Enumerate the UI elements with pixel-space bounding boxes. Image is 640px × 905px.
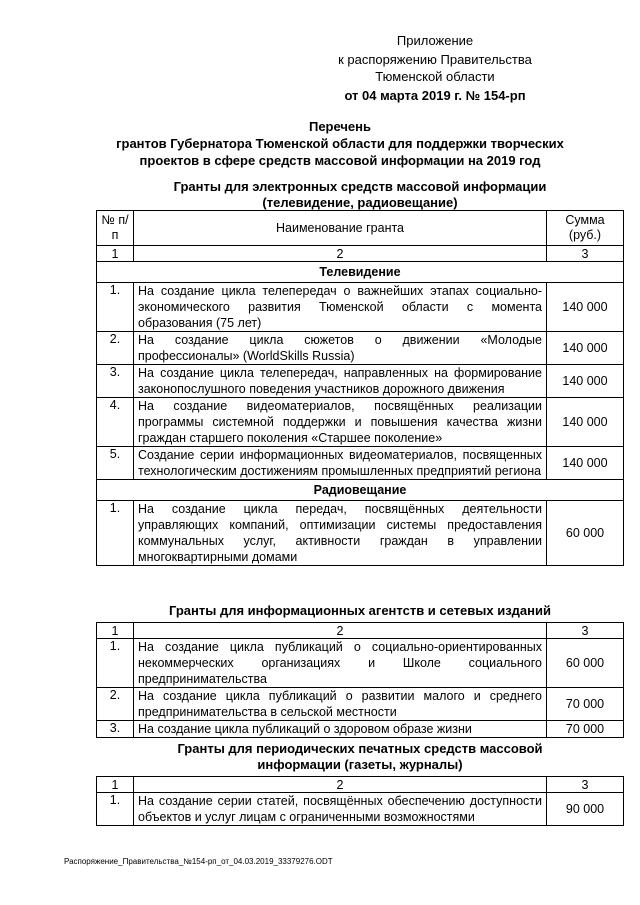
table-row xyxy=(97,283,624,332)
column-number: 1 xyxy=(97,623,134,639)
grant-name: На создание цикла сюжетов о движении «Молодые профессионалы» (WorldSkills Russia) xyxy=(134,332,547,365)
row-number: 3. xyxy=(97,721,134,738)
header-line: Приложение xyxy=(396,33,474,48)
row-number: 1. xyxy=(97,793,134,826)
title-line: Перечень xyxy=(308,119,372,134)
section-title-line: Гранты для электронных средств массовой информации xyxy=(173,179,547,194)
document-title xyxy=(60,118,620,169)
section-title xyxy=(95,179,625,211)
section-title-line: Гранты для информационных агентств и сетевых изданий xyxy=(168,603,551,618)
electronic-media-table xyxy=(96,210,624,566)
header-line: Тюменской области xyxy=(375,69,495,84)
grant-amount: 140 000 xyxy=(547,283,624,332)
grant-name: На создание цикла телепередач, направленных на формирование законопослушного поведения участников дорожного движения xyxy=(134,365,547,398)
title-line: грантов Губернатора Тюменской области для поддержки творческих xyxy=(116,136,564,151)
grant-name: Создание серии информационных видеоматериалов, посвященных технологическим достижениям промышленных предприятий региона xyxy=(134,447,547,480)
table-row xyxy=(97,398,624,447)
grant-amount: 70 000 xyxy=(547,688,624,721)
section-title xyxy=(95,603,625,619)
row-number: 1. xyxy=(97,639,134,688)
column-header: Наименование гранта xyxy=(134,211,547,246)
print-media-table xyxy=(96,776,624,826)
section-title-line: (телевидение, радиовещание) xyxy=(262,195,458,210)
column-number: 3 xyxy=(547,623,624,639)
table-row xyxy=(97,721,624,738)
table-header-row xyxy=(97,211,624,246)
row-number: 1. xyxy=(97,501,134,566)
grant-name: На создание цикла телепередач о важнейших этапах социально-экономического развития Тюменской области с момента образования (75 лет) xyxy=(134,283,547,332)
row-number: 2. xyxy=(97,688,134,721)
category-row xyxy=(97,480,624,501)
news-agencies-table xyxy=(96,622,624,738)
grant-amount: 70 000 xyxy=(547,721,624,738)
row-number: 2. xyxy=(97,332,134,365)
column-number-row xyxy=(97,777,624,793)
grant-amount: 140 000 xyxy=(547,447,624,480)
row-number: 3. xyxy=(97,365,134,398)
table-row xyxy=(97,793,624,826)
table-row xyxy=(97,688,624,721)
column-number-row xyxy=(97,246,624,262)
category-label: Телевидение xyxy=(97,262,624,283)
table-row xyxy=(97,639,624,688)
grant-name: На создание цикла передач, посвящённых деятельности управляющих компаний, оптимизации системы предоставления коммунальных услуг, активности граждан в управлении многоквартирными домами xyxy=(134,501,547,566)
category-row xyxy=(97,262,624,283)
table-row xyxy=(97,501,624,566)
grant-name: На создание цикла публикаций о здоровом образе жизни xyxy=(134,721,547,738)
row-number: 1. xyxy=(97,283,134,332)
column-number: 2 xyxy=(134,777,547,793)
title-line: проектов в сфере средств массовой информации на 2019 год xyxy=(139,153,541,168)
grant-name: На создание серии статей, посвящённых обеспечению доступности объектов и услуг лицам с ограниченными возможностями xyxy=(134,793,547,826)
table-row xyxy=(97,365,624,398)
column-number-row xyxy=(97,623,624,639)
column-number: 2 xyxy=(134,623,547,639)
grant-amount: 90 000 xyxy=(547,793,624,826)
row-number: 4. xyxy=(97,398,134,447)
table-row xyxy=(97,447,624,480)
grant-amount: 60 000 xyxy=(547,501,624,566)
column-number: 1 xyxy=(97,777,134,793)
grant-amount: 140 000 xyxy=(547,365,624,398)
document-footer: Распоряжение_Правительства_№154-рп_от_04.03.2019_33379276.ODT xyxy=(64,857,333,866)
table-row xyxy=(97,332,624,365)
grant-amount: 140 000 xyxy=(547,332,624,365)
header-date: от 04 марта 2019 г. № 154-рп xyxy=(344,88,526,103)
document-header xyxy=(320,31,550,105)
column-header: Сумма (руб.) xyxy=(547,211,624,246)
section-title-line: информации (газеты, журналы) xyxy=(257,757,463,772)
category-label: Радиовещание xyxy=(97,480,624,501)
column-number: 1 xyxy=(97,246,134,262)
grant-name: На создание цикла публикаций о развитии малого и среднего предпринимательства в сельской местности xyxy=(134,688,547,721)
column-number: 3 xyxy=(547,777,624,793)
row-number: 5. xyxy=(97,447,134,480)
section-title-line: Гранты для периодических печатных средств массовой xyxy=(177,741,543,756)
grant-name: На создание видеоматериалов, посвящённых реализации программы системной поддержки и повышения качества жизни граждан старшего поколения «Старшее поколение» xyxy=(134,398,547,447)
grant-name: На создание цикла публикаций о социально-ориентированных некоммерческих организациях и Школе социального предпринимательства xyxy=(134,639,547,688)
column-number: 2 xyxy=(134,246,547,262)
grant-amount: 60 000 xyxy=(547,639,624,688)
section-title xyxy=(95,741,625,773)
column-header: № п/п xyxy=(97,211,134,246)
grant-amount: 140 000 xyxy=(547,398,624,447)
header-line: к распоряжению Правительства xyxy=(338,52,532,67)
column-number: 3 xyxy=(547,246,624,262)
